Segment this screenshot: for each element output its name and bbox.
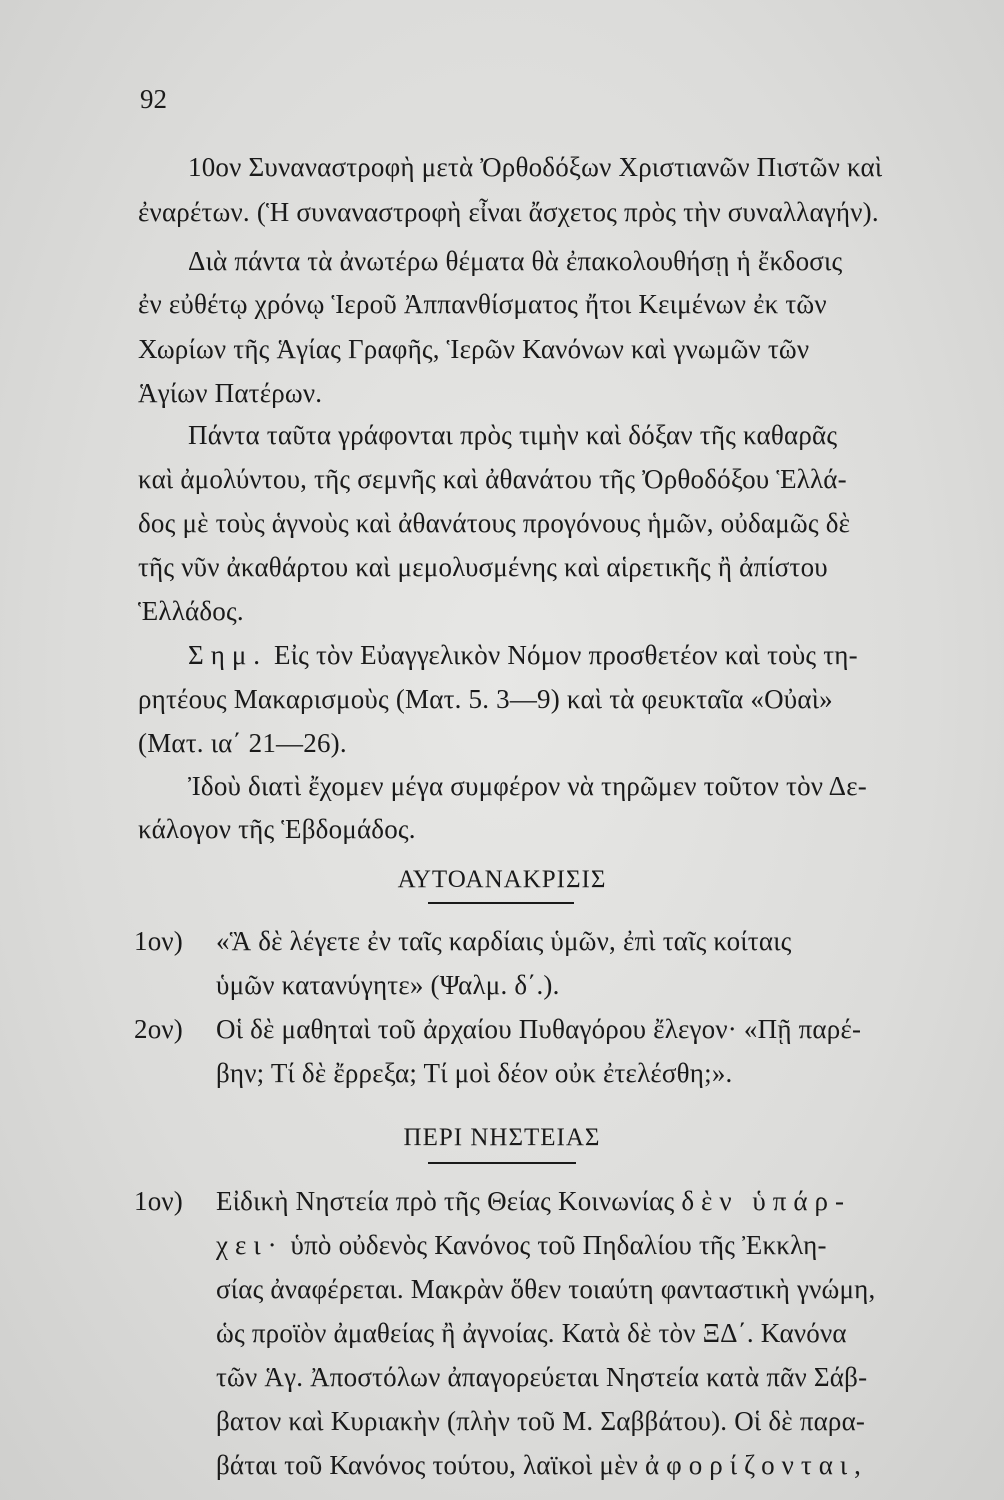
- text-segment: ὑπὸ οὐδενὸς Κανόνος τοῦ Πηδαλίου τῆς Ἐκκλη-: [283, 1230, 827, 1260]
- text-line: Ἰδοὺ διατὶ ἔχομεν μέγα συμφέρον νὰ τηρῶμεν τοῦτον τὸν Δε-: [188, 771, 867, 801]
- text-line: τῶν Ἁγ. Ἀποστόλων ἀπαγορεύεται Νηστεία κατὰ πᾶν Σάβ-: [216, 1362, 868, 1392]
- text-line: «Ἃ δὲ λέγετε ἐν ταῖς καρδίαις ὑμῶν, ἐπὶ ταῖς κοίταις: [216, 926, 792, 956]
- text-line: 10ον Συναναστροφὴ μετὰ Ὀρθοδόξων Χριστιανῶν Πιστῶν καὶ: [188, 152, 883, 182]
- note-label: Σημ.: [188, 640, 268, 670]
- section-heading: ΠΕΡΙ ΝΗΣΤΕΙΑΣ: [403, 1124, 601, 1151]
- text-line: (Ματ. ια΄ 21—26).: [138, 728, 347, 758]
- text-line: ὑμῶν κατανύγητε» (Ψαλμ. δ΄.).: [216, 970, 560, 1000]
- text-line: Ἑλλάδος.: [138, 596, 244, 626]
- item-number: 1ον): [134, 926, 183, 956]
- text-line: Χωρίων τῆς Ἁγίας Γραφῆς, Ἱερῶν Κανόνων καὶ γνωμῶν τῶν: [138, 334, 810, 364]
- text-line: Ἁγίων Πατέρων.: [138, 378, 323, 408]
- text-line: βατον καὶ Κυριακὴν (πλὴν τοῦ Μ. Σαββάτου). Οἱ δὲ παρα-: [216, 1406, 866, 1436]
- text-line: [216, 1448, 868, 1482]
- text-line: τῆς νῦν ἀκαθάρτου καὶ μεμολυσμένης καὶ αἱρετικῆς ἢ ἀπίστου: [138, 552, 828, 582]
- text-line: ἐν εὐθέτῳ χρόνῳ Ἱεροῦ Ἀππανθίσματος ἤτοι Κειμένων ἐκ τῶν: [138, 289, 827, 319]
- text-line: δος μὲ τοὺς ἁγνοὺς καὶ ἀθανάτους προγόνους ἡμῶν, οὐδαμῶς δὲ: [138, 508, 851, 538]
- spaced-emphasis: χει·: [216, 1230, 284, 1260]
- text-line: [216, 1228, 827, 1262]
- heading-rule: [428, 1162, 576, 1164]
- text-line: [188, 638, 858, 672]
- page-number: 92: [140, 84, 167, 114]
- heading-rule: [428, 902, 574, 904]
- text-line: σίας ἀναφέρεται. Μακρὰν ὅθεν τοιαύτη φανταστικὴ γνώμη,: [216, 1274, 876, 1304]
- item-number: 2ον): [134, 1014, 183, 1044]
- item-number: 1ον): [134, 1186, 183, 1216]
- text-line: [216, 1184, 851, 1218]
- section-heading: ΑΥΤΟΑΝΑΚΡΙΣΙΣ: [397, 866, 607, 893]
- note-text: Εἰς τὸν Εὐαγγελικὸν Νόμον προσθετέον καὶ τοὺς τη-: [267, 640, 858, 670]
- text-segment: Εἰδικὴ Νηστεία πρὸ τῆς Θείας Κοινωνίας: [216, 1186, 682, 1216]
- text-line: ρητέους Μακαρισμοὺς (Ματ. 5. 3—9) καὶ τὰ φευκταῖα «Οὐαὶ»: [138, 684, 833, 714]
- text-line: Πάντα ταῦτα γράφονται πρὸς τιμὴν καὶ δόξαν τῆς καθαρᾶς: [188, 420, 838, 450]
- text-line: Διὰ πάντα τὰ ἀνωτέρω θέματα θὰ ἐπακολουθήσῃ ἡ ἔκδοσις: [188, 246, 843, 276]
- text-line: κάλογον τῆς Ἑβδομάδος.: [138, 814, 416, 844]
- text-line: ἐναρέτων. (Ἡ συναναστροφὴ εἶναι ἄσχετος πρὸς τὴν συναλλαγήν).: [138, 197, 879, 227]
- text-segment: βάται τοῦ Κανόνος τούτου, λαϊκοὶ μὲν: [216, 1450, 645, 1480]
- text-line: Οἱ δὲ μαθηταὶ τοῦ ἀρχαίου Πυθαγόρου ἔλεγον· «Πῇ παρέ-: [216, 1014, 862, 1044]
- text-line: βην; Τί δὲ ἔρρεξα; Τί μοὶ δέον οὐκ ἐτελέσθη;».: [216, 1058, 733, 1088]
- text-line: ὡς προϊὸν ἀμαθείας ἢ ἀγνοίας. Κατὰ δὲ τὸν ΞΔ΄. Κανόνα: [216, 1318, 847, 1348]
- text-line: καὶ ἀμολύντου, τῆς σεμνῆς καὶ ἀθανάτου τῆς Ὀρθοδόξου Ἑλλά-: [138, 464, 847, 494]
- spaced-emphasis: δὲν ὑπάρ-: [681, 1186, 851, 1216]
- spaced-emphasis: ἀφορίζονται,: [645, 1450, 868, 1480]
